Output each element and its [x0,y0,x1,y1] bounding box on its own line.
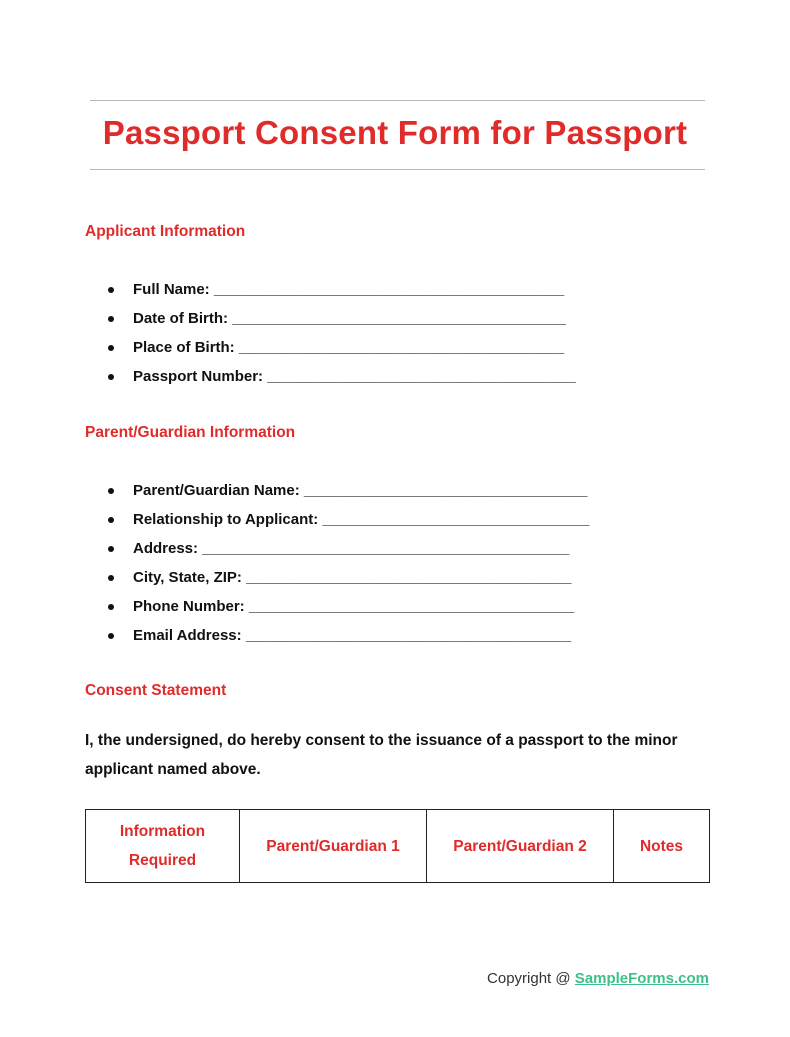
place-of-birth-field[interactable]: Place of Birth: _______________________________________ [133,339,565,356]
consent-statement: I, the undersigned, do hereby consent to the issuance of a passport to the minor applicant named above. [85,732,678,778]
list-item [108,362,576,391]
bullet-icon [108,604,114,610]
bullet-icon [108,345,114,351]
list-item [108,476,589,505]
bullet-icon [108,488,114,494]
email-address-field[interactable]: Email Address: _______________________________________ [133,627,572,644]
list-item [108,563,589,592]
table-header-row [86,810,710,883]
applicant-heading: Applicant Information [85,223,246,240]
copyright-text: Copyright @ [487,970,575,987]
list-item [108,304,576,333]
list-item [108,534,589,563]
phone-number-field[interactable]: Phone Number: _______________________________________ [133,598,575,615]
title-top-rule [90,100,705,101]
city-state-zip-field[interactable]: City, State, ZIP: _______________________________________ [133,569,572,586]
bullet-icon [108,575,114,581]
page-title: Passport Consent Form for Passport [102,114,688,151]
address-field[interactable]: Address: ____________________________________________ [133,540,570,557]
bullet-icon [108,517,114,523]
copyright-footer [487,970,709,987]
full-name-field[interactable]: Full Name: __________________________________________ [133,281,565,298]
bullet-icon [108,316,114,322]
list-item [108,333,576,362]
guardian-heading: Parent/Guardian Information [85,424,296,441]
list-item [108,505,589,534]
guardian-name-field[interactable]: Parent/Guardian Name: __________________________________ [133,482,588,499]
bullet-icon [108,374,114,380]
date-of-birth-field[interactable]: Date of Birth: ________________________________________ [133,310,566,327]
passport-number-field[interactable]: Passport Number: _____________________________________ [133,368,576,385]
title-bottom-rule [90,169,705,170]
brand-link[interactable]: SampleForms.com [574,970,709,987]
consent-heading: Consent Statement [85,682,227,699]
signature-table [85,809,710,883]
table-header-notes: Notes [614,810,710,883]
list-item [108,592,589,621]
list-item [108,621,589,650]
applicant-field-list [108,275,576,391]
relationship-field[interactable]: Relationship to Applicant: ________________________________ [133,511,590,528]
bullet-icon [108,287,114,293]
table-header-guardian-1: Parent/Guardian 1 [240,810,427,883]
bullet-icon [108,546,114,552]
table-header-guardian-2: Parent/Guardian 2 [427,810,614,883]
table-header-info: Information Required [86,810,240,883]
list-item [108,275,576,304]
bullet-icon [108,633,114,639]
guardian-field-list [108,476,589,650]
